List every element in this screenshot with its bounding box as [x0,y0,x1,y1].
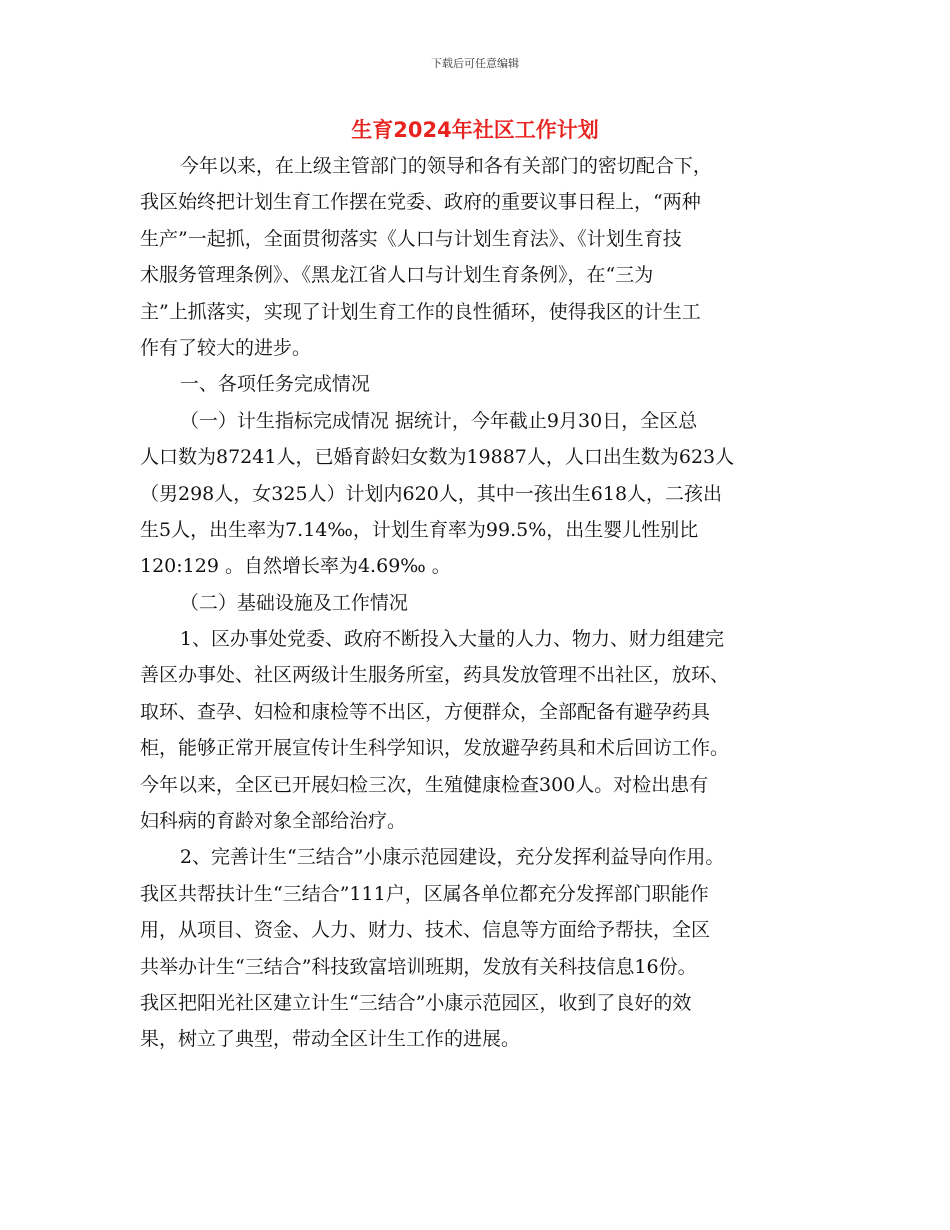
text-line: （二）基础设施及工作情况 [179,591,408,614]
text-line: 今年以来，全区已开展妇检三次，生殖健康检查300人。对检出患有 [140,773,709,796]
text-line: 2、完善计生“三结合”小康示范园建设，充分发挥利益导向作用。 [179,846,725,869]
text-line: 取环、查孕、妇检和康检等不出区，方便群众，全部配备有避孕药具 [140,700,711,723]
header-note: 下载后可任意编辑 [431,57,519,70]
text-line: 人口数为87241人，已婚育龄妇女数为19887人，人口出生数为623人 [140,446,735,469]
text-line: 我区把阳光社区建立计生“三结合”小康示范园区，收到了良好的效 [140,991,692,1014]
text-line: （男298人，女325人）计划内620人，其中一孩出生618人，二孩出 [140,482,723,505]
text-line: 果，树立了典型，带动全区计生工作的进展。 [140,1028,521,1051]
text-line: 生产”一起抓，全面贯彻落实《人口与计划生育法》、《计划生育技 [140,227,682,250]
text-line: 一、各项任务完成情况 [179,373,370,396]
text-line: 柜，能够正常开展宣传计生科学知识，发放避孕药具和术后回访工作。 [140,737,730,760]
text-line: 共举办计生“三结合”科技致富培训班期，发放有关科技信息16份。 [140,955,697,978]
text-line: 作有了较大的进步。 [140,336,312,359]
text-line: 我区始终把计划生育工作摆在党委、政府的重要议事日程上，“两种 [140,191,701,214]
text-line: 主”上抓落实，实现了计划生育工作的良性循环，使得我区的计生工 [140,300,701,323]
text-line: 今年以来，在上级主管部门的领导和各有关部门的密切配合下， [179,155,712,177]
text-line: 120:129 。自然增长率为4.69‰ 。 [140,555,451,578]
text-line: 妇科病的育龄对象全部给治疗。 [140,810,407,833]
text-line: 善区办事处、社区两级计生服务所室，药具发放管理不出社区，放环、 [140,664,730,687]
text-line: （一）计生指标完成情况 据统计，今年截止9月30日，全区总 [179,409,698,432]
text-line: 生5人，出生率为7.14‰，计划生育率为99.5%，出生婴儿性别比 [140,518,699,541]
document-title: 生育2024年社区工作计划 [351,118,599,142]
text-line: 我区共帮扶计生“三结合”111户，区属各单位都充分发挥部门职能作 [140,882,709,905]
text-line: 用，从项目、资金、人力、财力、技术、信息等方面给予帮扶，全区 [140,919,711,942]
document-body [140,148,830,1058]
text-line: 术服务管理条例》、《黑龙江省人口与计划生育条例》，在“三为 [140,264,654,287]
text-line: 1、区办事处党委、政府不断投入大量的人力、物力、财力组建完 [179,628,724,651]
